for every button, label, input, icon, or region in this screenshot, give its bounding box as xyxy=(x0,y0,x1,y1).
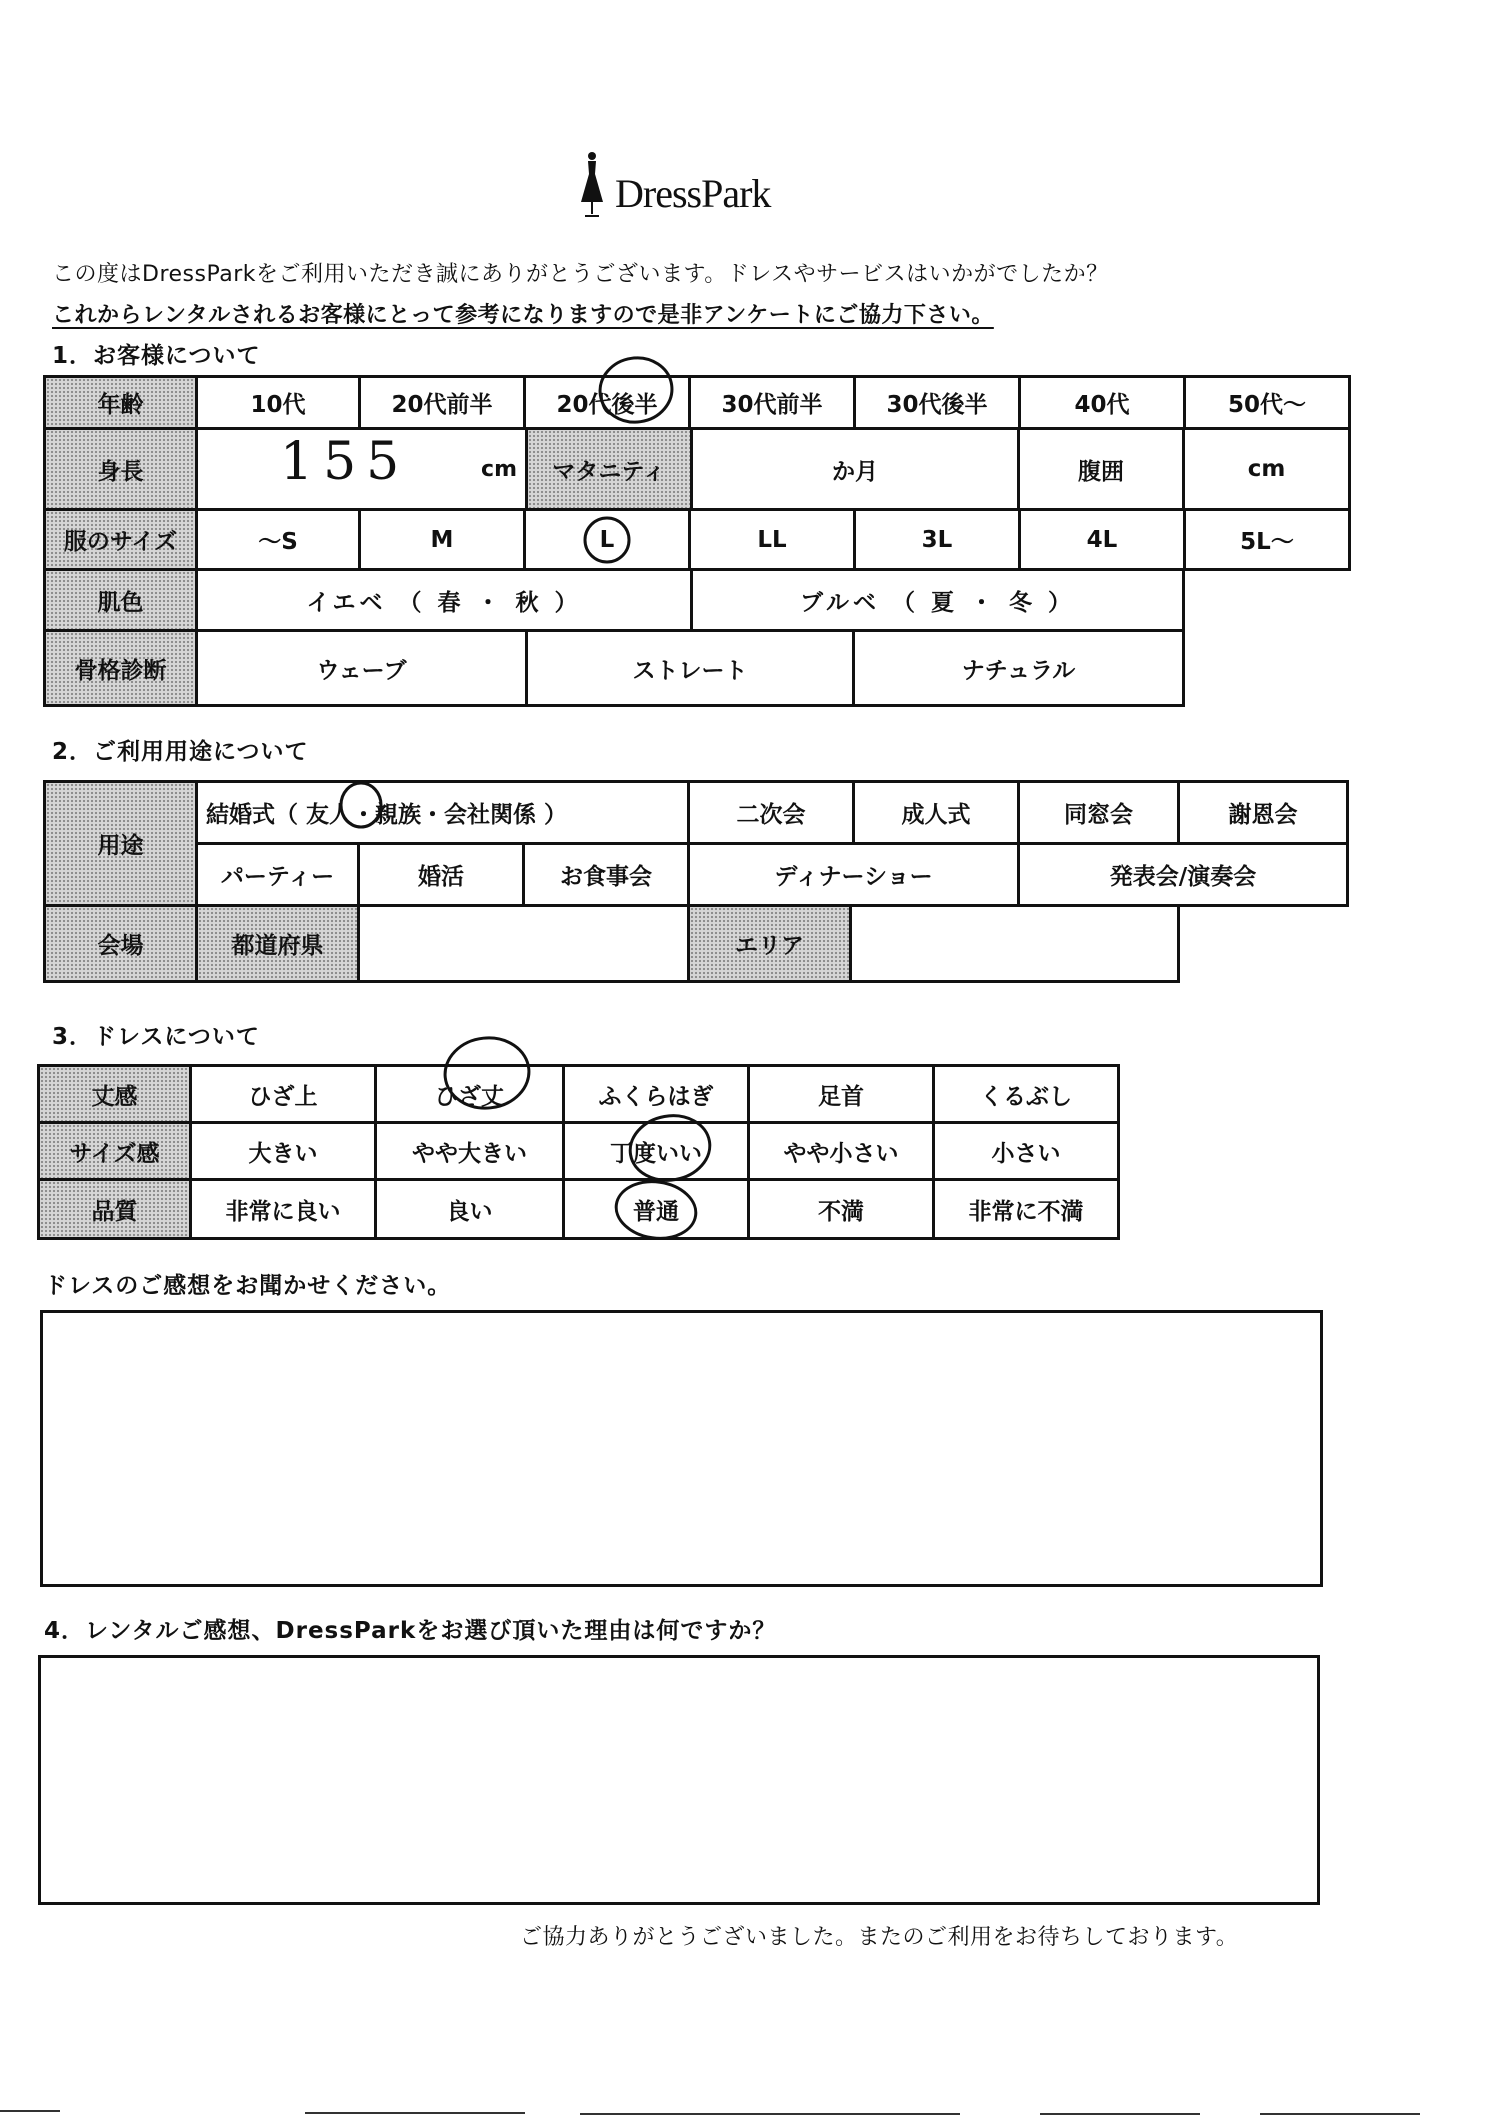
height-value: 155 xyxy=(280,432,410,492)
age-option[interactable]: 20代前半 xyxy=(358,375,526,430)
size-option[interactable]: 3L xyxy=(853,508,1021,571)
skin-blue-option[interactable]: ブルベ （ 夏 ・ 冬 ） xyxy=(690,568,1185,632)
length-option-selected[interactable]: ひざ丈 xyxy=(374,1064,565,1124)
skeleton-option[interactable]: ストレート xyxy=(525,629,855,707)
scan-mark xyxy=(1260,2113,1420,2115)
circle-mark-quality xyxy=(612,1177,699,1244)
circle-mark-age xyxy=(596,353,676,426)
skeleton-option[interactable]: ナチュラル xyxy=(852,629,1185,707)
scan-mark xyxy=(305,2112,525,2114)
age-option[interactable]: 30代後半 xyxy=(853,375,1021,430)
intro-line-2: これからレンタルされるお客様にとって参考になりますので是非アンケートにご協力下さい。 xyxy=(52,303,994,328)
length-label: 丈感 xyxy=(37,1064,192,1124)
age-option[interactable]: 10代 xyxy=(195,375,361,430)
section-2-title: 2．ご利用用途について xyxy=(52,739,309,765)
length-option[interactable]: ひざ上 xyxy=(189,1064,377,1124)
brand-name: DressPark xyxy=(615,171,771,216)
length-option[interactable]: 足首 xyxy=(747,1064,935,1124)
age-option[interactable]: 30代前半 xyxy=(688,375,856,430)
length-option[interactable]: くるぶし xyxy=(932,1064,1120,1124)
wedding-option[interactable]: 結婚式（ 友人・親族・会社関係 ） xyxy=(195,780,690,845)
size-option[interactable]: ～S xyxy=(195,508,361,571)
age-label: 年齢 xyxy=(43,375,198,430)
area-label: エリア xyxy=(687,904,852,983)
section-1-title: 1．お客様について xyxy=(52,343,261,369)
circle-mark-fit xyxy=(625,1110,715,1187)
purpose-option[interactable]: 発表会/演奏会 xyxy=(1017,842,1349,907)
purpose-option[interactable]: 二次会 xyxy=(687,780,855,845)
length-option[interactable]: ふくらはぎ xyxy=(562,1064,750,1124)
venue-label: 会場 xyxy=(43,904,198,983)
size-label: 服のサイズ xyxy=(43,508,198,571)
age-option-selected[interactable]: 20代後半 xyxy=(523,375,691,430)
size-option[interactable]: LL xyxy=(688,508,856,571)
prefecture-label: 都道府県 xyxy=(195,904,360,983)
purpose-option[interactable]: お食事会 xyxy=(522,842,690,907)
fit-option[interactable]: やや大きい xyxy=(374,1121,565,1181)
section-4-title: 4．レンタルご感想、DressParkをお選び頂いた理由は何ですか？ xyxy=(44,1618,777,1644)
quality-option[interactable]: 良い xyxy=(374,1178,565,1240)
fit-option[interactable]: 大きい xyxy=(189,1121,377,1181)
quality-label: 品質 xyxy=(37,1178,192,1240)
circle-mark-size xyxy=(585,518,629,562)
skeleton-option[interactable]: ウェーブ xyxy=(195,629,528,707)
age-option[interactable]: 50代～ xyxy=(1183,375,1351,430)
skin-yellow-option[interactable]: イエベ （ 春 ・ 秋 ） xyxy=(195,568,693,632)
size-option-selected[interactable]: L xyxy=(523,508,691,571)
skin-label: 肌色 xyxy=(43,568,198,632)
age-option[interactable]: 40代 xyxy=(1018,375,1186,430)
height-unit: cm xyxy=(481,456,517,482)
purpose-option[interactable]: パーティー xyxy=(195,842,360,907)
fit-label: サイズ感 xyxy=(37,1121,192,1181)
size-option[interactable]: M xyxy=(358,508,526,571)
size-option[interactable]: 4L xyxy=(1018,508,1186,571)
size-option[interactable]: 5L～ xyxy=(1183,508,1351,571)
purpose-option[interactable]: 婚活 xyxy=(357,842,525,907)
section-3-title: 3．ドレスについて xyxy=(52,1024,260,1050)
scan-mark xyxy=(0,2110,60,2112)
waist-unit: cm xyxy=(1247,456,1286,482)
circle-mark-length xyxy=(442,1034,533,1112)
purpose-option[interactable]: 成人式 xyxy=(852,780,1020,845)
quality-option[interactable]: 非常に不満 xyxy=(932,1178,1120,1240)
quality-option[interactable]: 非常に良い xyxy=(189,1178,377,1240)
maternity-label: マタニティ xyxy=(525,427,693,511)
skeleton-label: 骨格診断 xyxy=(43,629,198,707)
purpose-option[interactable]: ディナーショー xyxy=(687,842,1020,907)
purpose-option[interactable]: 謝恩会 xyxy=(1177,780,1349,845)
dress-comment-prompt: ドレスのご感想をお聞かせください。 xyxy=(44,1273,452,1299)
quality-option-selected[interactable]: 普通 xyxy=(562,1178,750,1240)
purpose-label: 用途 xyxy=(43,780,198,907)
months-unit: か月 xyxy=(832,458,878,485)
fit-option-selected[interactable]: 丁度いい xyxy=(562,1121,750,1181)
quality-option[interactable]: 不満 xyxy=(747,1178,935,1240)
scan-mark xyxy=(1040,2113,1200,2115)
fit-option[interactable]: 小さい xyxy=(932,1121,1120,1181)
circle-mark-wedding xyxy=(341,783,381,827)
waist-label: 腹囲 xyxy=(1017,427,1185,511)
height-label: 身長 xyxy=(43,427,198,511)
footer-thanks: ご協力ありがとうございました。またのご利用をお待ちしております。 xyxy=(520,1925,1239,1950)
purpose-option[interactable]: 同窓会 xyxy=(1017,780,1180,845)
scan-mark xyxy=(580,2113,960,2115)
fit-option[interactable]: やや小さい xyxy=(747,1121,935,1181)
intro-line-1: この度はDressParkをご利用いただき誠にありがとうございます。ドレスやサービスはいかがでしたか？ xyxy=(52,262,1109,287)
